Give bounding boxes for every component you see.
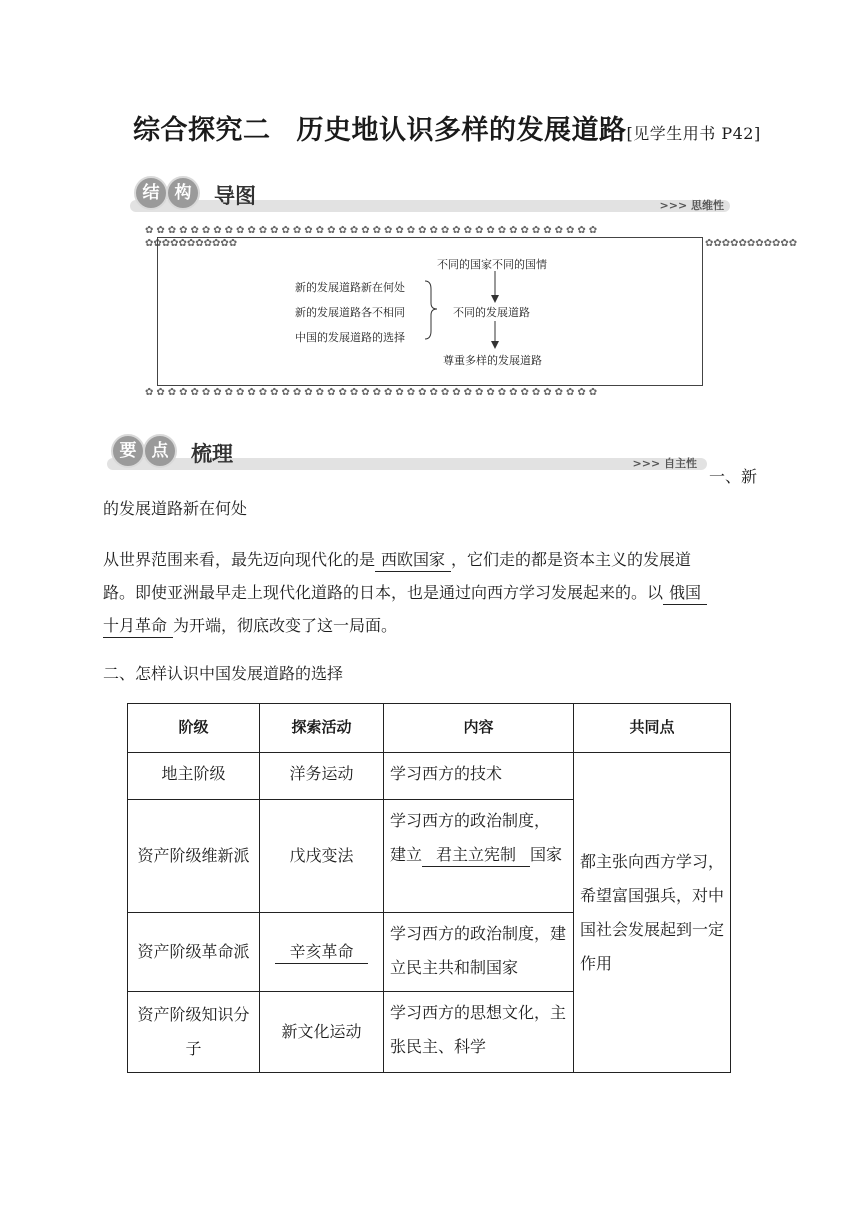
class-cell: 地主阶级 bbox=[128, 753, 260, 800]
map-left-item: 中国的发展道路的选择 bbox=[295, 331, 405, 344]
banner-bubble-2: 构 bbox=[166, 176, 200, 210]
table-row bbox=[128, 753, 731, 800]
title-part1: 综合探究二 bbox=[133, 115, 271, 146]
ornament-bottom: ✿✿✿✿✿✿✿✿✿✿✿✿✿✿✿✿✿✿✿✿✿✿✿✿✿✿✿✿✿✿✿✿✿✿✿✿✿✿✿✿ bbox=[145, 387, 601, 398]
banner-bubble-2: 点 bbox=[143, 434, 177, 468]
ornament-left: ✿✿✿✿✿✿✿✿✿✿✿ bbox=[145, 238, 238, 249]
map-left-item: 新的发展道路新在何处 bbox=[295, 281, 405, 294]
map-left-item: 新的发展道路各不相同 bbox=[295, 306, 405, 319]
content-cell: 学习西方的政治制度，建立民主共和制国家 bbox=[384, 913, 574, 992]
section2-heading: 二、怎样认识中国发展道路的选择 bbox=[103, 664, 344, 683]
activity-cell: 新文化运动 bbox=[260, 992, 384, 1073]
column-header: 阶级 bbox=[128, 704, 260, 753]
activity-cell: 洋务运动 bbox=[260, 753, 384, 800]
ornament-top: ✿✿✿✿✿✿✿✿✿✿✿✿✿✿✿✿✿✿✿✿✿✿✿✿✿✿✿✿✿✿✿✿✿✿✿✿✿✿✿✿ bbox=[145, 225, 601, 236]
map-middle-node: 不同的发展道路 bbox=[453, 306, 530, 319]
answer-blank: 俄国 bbox=[663, 582, 707, 605]
answer-blank: 十月革命 bbox=[103, 615, 173, 638]
structure-map-banner bbox=[130, 176, 730, 216]
section1-paragraph bbox=[103, 543, 763, 642]
key-points-banner bbox=[107, 434, 707, 474]
concept-map bbox=[145, 225, 798, 398]
map-bottom-node: 尊重多样的发展道路 bbox=[443, 354, 542, 367]
content-text: 学习西方的政治制度， bbox=[390, 811, 551, 830]
page-title bbox=[133, 108, 761, 147]
para-text: 路。即使亚洲最早走上现代化道路的日本，也是通过向西方学习发展起来的。以 bbox=[103, 583, 664, 602]
exploration-table bbox=[127, 703, 731, 1073]
banner-bubble-1: 结 bbox=[134, 176, 168, 210]
concept-map-connectors bbox=[145, 225, 798, 398]
answer-blank: 辛亥革命 bbox=[275, 941, 367, 964]
para-text: 为开端，彻底改变了这一局面。 bbox=[173, 616, 398, 635]
answer-blank: 君主立宪制 bbox=[422, 844, 530, 867]
class-cell: 资产阶级维新派 bbox=[128, 800, 260, 913]
para-text: ，它们走的都是资本主义的发展道 bbox=[451, 550, 692, 569]
common-cell: 都主张向西方学习，希望富国强兵，对中国社会发展起到一定作用 bbox=[574, 753, 731, 1073]
content-cell bbox=[384, 800, 574, 913]
content-cell: 学习西方的技术 bbox=[384, 753, 574, 800]
table-header-row bbox=[128, 704, 731, 753]
activity-cell bbox=[260, 913, 384, 992]
column-header: 探索活动 bbox=[260, 704, 384, 753]
class-cell: 资产阶级知识分子 bbox=[128, 992, 260, 1073]
column-header: 内容 bbox=[384, 704, 574, 753]
content-text: 建立 bbox=[390, 845, 423, 864]
banner-bubble-1: 要 bbox=[111, 434, 145, 468]
activity-cell: 戊戌变法 bbox=[260, 800, 384, 913]
banner-label: 导图 bbox=[214, 184, 256, 208]
map-top-node: 不同的国家不同的国情 bbox=[437, 258, 547, 271]
class-cell: 资产阶级革命派 bbox=[128, 913, 260, 992]
section1-heading-start: 一、新 bbox=[709, 467, 758, 486]
banner-label: 梳理 bbox=[191, 442, 233, 466]
answer-blank: 西欧国家 bbox=[375, 549, 451, 572]
title-reference: [见学生用书 P42] bbox=[626, 124, 761, 143]
content-text: 国家 bbox=[530, 845, 563, 864]
content-cell: 学习西方的思想文化，主张民主、科学 bbox=[384, 992, 574, 1073]
section1-heading-end: 的发展道路新在何处 bbox=[103, 499, 248, 518]
banner-tag: >>> 自主性 bbox=[632, 457, 697, 470]
column-header: 共同点 bbox=[574, 704, 731, 753]
ornament-right: ✿✿✿✿✿✿✿✿✿✿✿ bbox=[705, 238, 798, 249]
banner-tag: >>> 思维性 bbox=[659, 199, 724, 212]
title-part2: 历史地认识多样的发展道路 bbox=[296, 115, 627, 146]
para-text: 从世界范围来看，最先迈向现代化的是 bbox=[103, 550, 376, 569]
